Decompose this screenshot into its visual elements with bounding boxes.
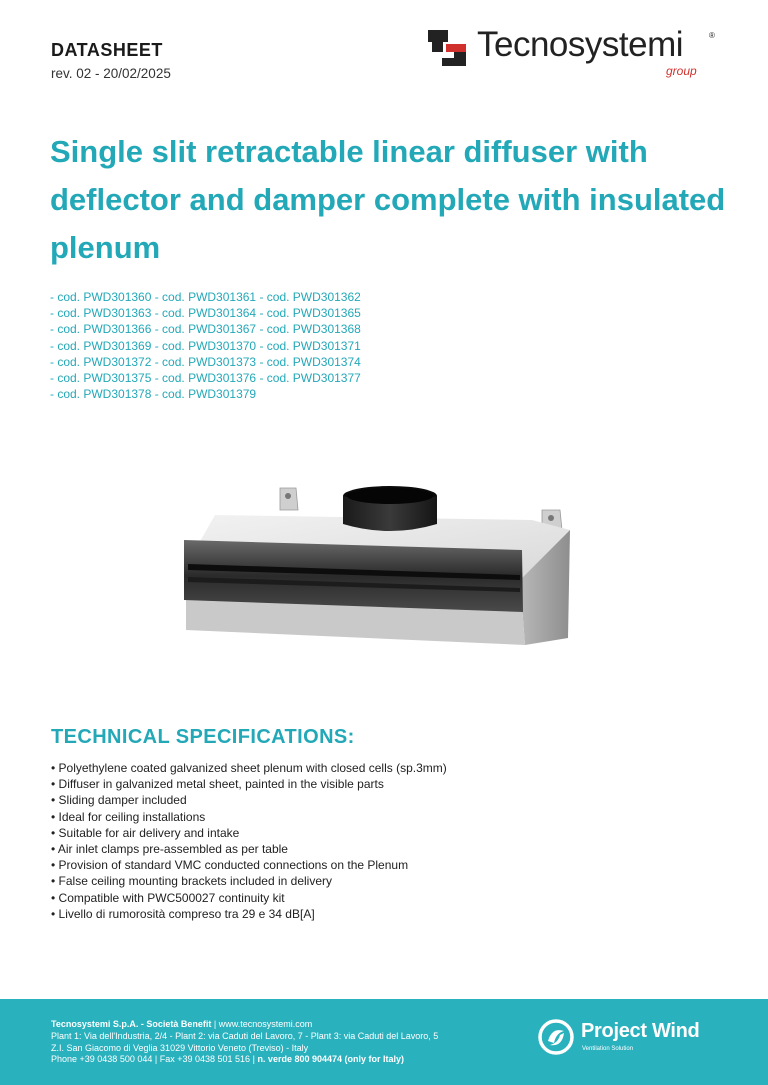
spec-item: • Air inlet clamps pre-assembled as per table — [51, 842, 288, 857]
footer — [0, 999, 768, 1085]
spec-item: • Compatible with PWC500027 continuity kit — [51, 890, 285, 905]
logo-registered-mark: ® — [709, 31, 715, 40]
phone-number: Phone +39 0438 500 044 — [51, 1054, 153, 1065]
logo-group: group — [666, 64, 697, 78]
revision-date: rev. 02 - 20/02/2025 — [51, 66, 171, 81]
spec-item: • Ideal for ceiling installations — [51, 809, 206, 824]
toll-free-number: n. verde 800 904474 (only for Italy) — [257, 1054, 405, 1065]
footer-separator: | — [213, 1019, 217, 1029]
website-link[interactable]: www.tecnosystemi.com — [218, 1019, 313, 1029]
project-wind-swirl-icon — [538, 1019, 574, 1055]
footer-separator: | — [154, 1054, 158, 1065]
plants-address: Plant 1: Via dell'Industria, 2/4 - Plant 2: via Caduti del Lavoro, 7 - Plant 3: via Caduti del Lavoro, 5 — [51, 1030, 439, 1041]
spec-item: • Sliding damper included — [51, 793, 187, 808]
spec-item: • Diffuser in galvanized metal sheet, painted in the visible parts — [51, 777, 384, 792]
specs-heading: TECHNICAL SPECIFICATIONS: — [51, 726, 355, 748]
company-address: Z.I. San Giacomo di Veglia 31029 Vittorio Veneto (Treviso) - Italy — [51, 1042, 309, 1053]
doc-type: DATASHEET — [51, 40, 163, 60]
header-block — [51, 40, 171, 81]
code-line: - cod. PWD301372 - cod. PWD301373 - cod. PWD301374 — [50, 354, 361, 369]
logo-wordmark: Tecnosystemi — [477, 25, 684, 64]
tecnosystemi-mark-icon — [428, 30, 466, 66]
code-line: - cod. PWD301360 - cod. PWD301361 - cod. PWD301362 — [50, 290, 361, 304]
specs-list — [51, 760, 447, 922]
spec-item: • Suitable for air delivery and intake — [51, 825, 240, 840]
code-line: - cod. PWD301363 - cod. PWD301364 - cod. PWD301365 — [50, 306, 361, 321]
page-title: Single slit retractable linear diffuser with deflector and damper complete with insulated plenum — [50, 134, 726, 265]
spec-item: • False ceiling mounting brackets included in delivery — [51, 874, 333, 889]
tecnosystemi-logo — [428, 25, 728, 88]
footer-separator: | — [252, 1054, 255, 1065]
project-wind-tagline: Ventilation Solution — [582, 1046, 634, 1052]
spec-item: • Livello di rumorosità compreso tra 29 e 34 dB[A] — [51, 906, 315, 921]
spec-item: • Polyethylene coated galvanized sheet plenum with closed cells (sp.3mm) — [51, 761, 447, 775]
code-line: - cod. PWD301375 - cod. PWD301376 - cod. PWD301377 — [50, 371, 361, 386]
project-wind-name: Project Wind — [581, 1020, 700, 1042]
code-line: - cod. PWD301369 - cod. PWD301370 - cod. PWD301371 — [50, 338, 361, 353]
code-line: - cod. PWD301366 - cod. PWD301367 - cod. PWD301368 — [50, 322, 361, 337]
code-line: - cod. PWD301378 - cod. PWD301379 — [50, 387, 257, 402]
project-wind-logo — [538, 1019, 728, 1063]
fax-number: Fax +39 0438 501 516 — [159, 1054, 251, 1065]
spec-item: • Provision of standard VMC conducted connections on the Plenum — [51, 858, 409, 873]
footer-contact — [51, 1019, 438, 1066]
product-image — [180, 480, 580, 660]
product-codes — [50, 289, 361, 402]
company-name: Tecnosystemi S.p.A. - Società Benefit — [51, 1019, 212, 1029]
